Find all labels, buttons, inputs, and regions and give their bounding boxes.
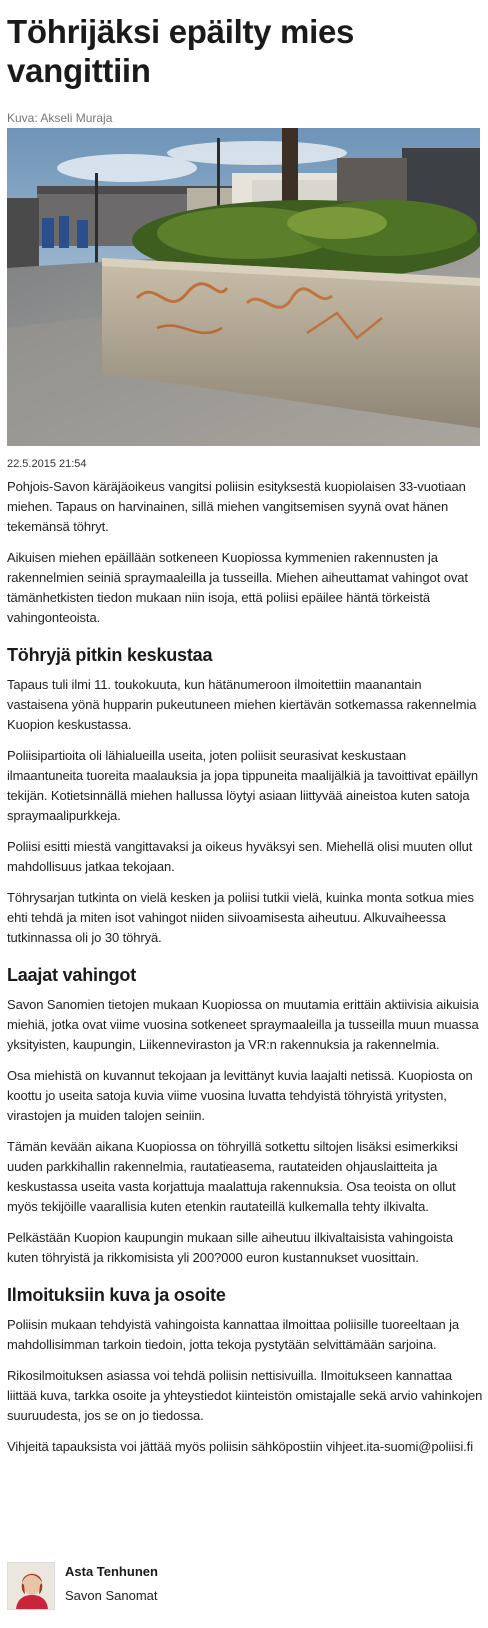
author-name: Asta Tenhunen xyxy=(65,1564,158,1579)
section-heading: Ilmoituksiin kuva ja osoite xyxy=(7,1285,226,1305)
paragraph: Pelkästään Kuopion kaupungin mukaan sille aiheutuu ilkivaltaisista vahingoista kuten töhryistä ja rikkomisista yli 200?000 euron kustannukset vuosittain. xyxy=(7,1230,454,1265)
paragraph: Vihjeitä tapauksista voi jättää myös poliisin sähköpostiin vihjeet.ita-suomi@poliisi.fi xyxy=(7,1439,473,1454)
paragraph: Rikosilmoituksen asiassa voi tehdä poliisin nettisivuilla. Ilmoitukseen kannattaa liittää kuva, tarkka osoite ja yhteystiedot kiinteistön omistajalle sekä arvio vahinkojen suuruudesta, jos se on jo tiedossa. xyxy=(7,1368,483,1423)
author-avatar[interactable] xyxy=(7,1562,55,1610)
paragraph: Poliisin mukaan tehdyistä vahingoista kannattaa ilmoittaa poliisille tuoreeltaan ja mahdollisimman tarkoin tiedoin, jotta tekoja pystytään selvittämään sarjoina. xyxy=(7,1317,460,1352)
paragraph: Poliisi esitti miestä vangittavaksi ja oikeus hyväksyi sen. Miehellä olisi muuten ollut mahdollisuus jatkaa tekojaan. xyxy=(7,839,473,874)
author-byline xyxy=(7,1562,477,1614)
article-body xyxy=(7,477,483,1468)
paragraph: Poliisipartioita oli lähialueilla useita, joten poliisit seurasivat keskustaan ilmaantuneita tuoreita maalauksia ja jopa tippuneita maalijälkiä ja tavoittivat epäillyn tekijän. Kotietsinnällä miehen hallussa löytyi asiaan liittyvää aineistoa kuten satoja spraymaalipurkkeja. xyxy=(7,748,479,823)
paragraph: Pohjois-Savon käräjäoikeus vangitsi poliisin esityksestä kuopiolaisen 33-vuotiaan miehen. Tapaus on harvinainen, sillä miehen vangitsemisen syynä ovat hänen tekemänsä töhryt. xyxy=(7,479,466,534)
paragraph: Töhrysarjan tutkinta on vielä kesken ja poliisi tutkii vielä, kuinka monta sotkua mies ehti tehdä ja miten isot vahingot niiden siivoamisesta aiheutuu. Alkuvaiheessa tutkinnassa oli jo 30 töhryä. xyxy=(7,890,474,945)
paragraph: Tapaus tuli ilmi 11. toukokuuta, kun hätänumeroon ilmoitettiin maanantain vastaisena yönä hupparin pukeutuneen miehen kiertävän sotkemassa rakennelmia Kuopion keskustassa. xyxy=(7,677,477,732)
photo-credit: Kuva: Akseli Muraja xyxy=(7,111,113,125)
paragraph: Aikuisen miehen epäillään sotkeneen Kuopiossa kymmenien rakennusten ja rakennelmien seiniä spraymaaleilla ja tusseilla. Miehen aiheuttamat vahingot ovat tämänhetkisten tiedon mukaan niin isoja, että poliisi epäilee häntä törkeistä vahingonteoista. xyxy=(7,550,468,625)
section-heading: Töhryjä pitkin keskustaa xyxy=(7,645,213,665)
section-heading: Laajat vahingot xyxy=(7,965,137,985)
paragraph: Savon Sanomien tietojen mukaan Kuopiossa on muutamia erittäin aktiivisia aikuisia miehiä, jotka ovat viime vuosina sotkeneet spraymaaleilla ja tusseilla muun muassa yksityisten, kaupungin, Liikenneviraston ja VR:n rakennuksia ja rakennelmia. xyxy=(7,997,479,1052)
paragraph: Tämän kevään aikana Kuopiossa on töhryillä sotkettu siltojen lisäksi esimerkiksi uuden parkkihallin rakennelmia, rautatieasema, rautateiden ohjauslaitteita ja keskustassa useita vasta korjattuja maalattuja rakennuksia. Osa teoista on ollut myös tekijöille vaarallisia kuten etenkin rautateillä kulkemalla tehty ilkivalta. xyxy=(7,1139,458,1214)
article-title: Töhrijäksi epäilty mies vangittiin xyxy=(7,13,355,89)
article-photo[interactable] xyxy=(7,128,480,446)
paragraph: Osa miehistä on kuvannut tekojaan ja levittänyt kuvia laajalti netissä. Kuopiosta on koottu jo useita satoja kuvia viime vuosina luvatta tehdyistä töhryistä yritysten, virastojen ja muiden talojen seiniin. xyxy=(7,1068,473,1123)
author-organization: Savon Sanomat xyxy=(65,1588,158,1603)
article-dateline: 22.5.2015 21:54 xyxy=(7,458,87,470)
